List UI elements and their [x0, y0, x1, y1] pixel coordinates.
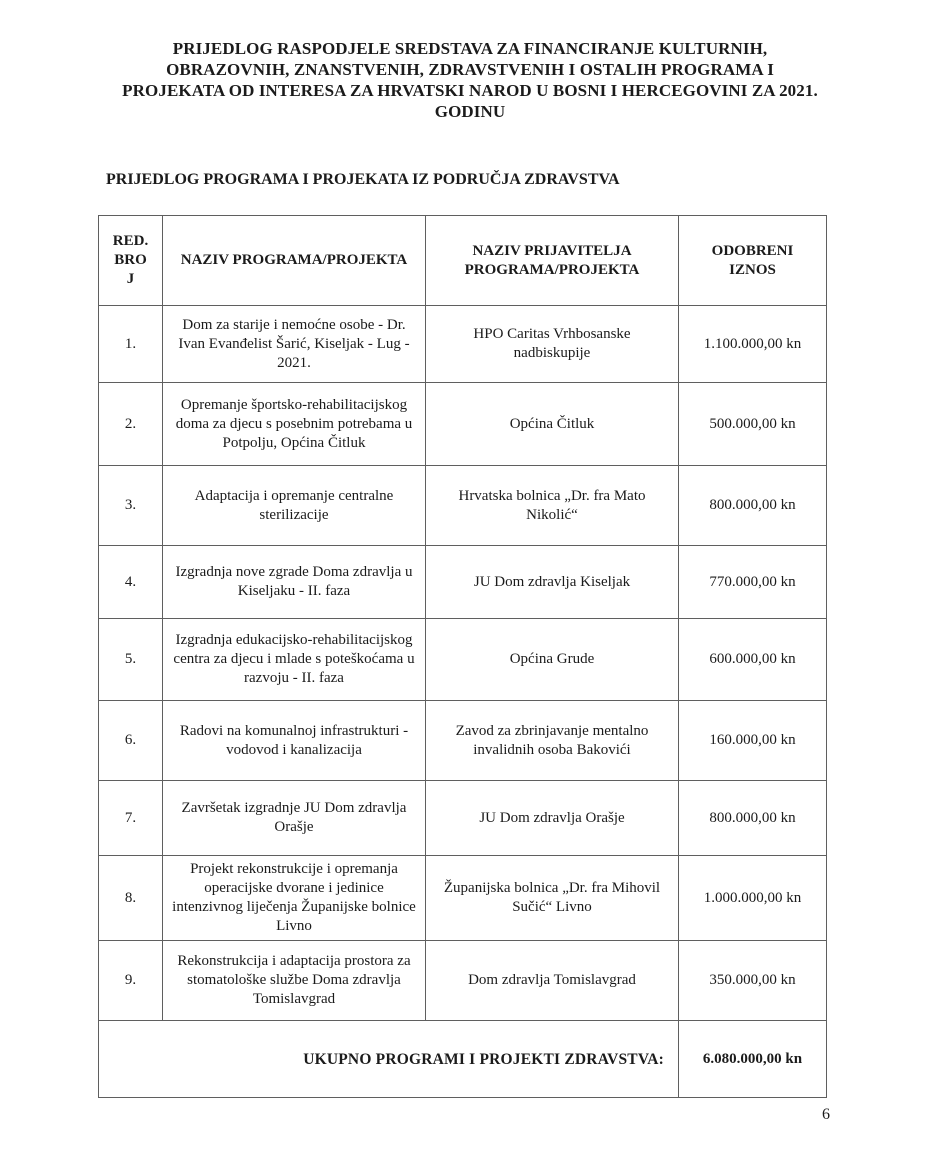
- row-number-cell: 3.: [99, 466, 163, 546]
- table-row: [99, 306, 827, 383]
- column-header-program: NAZIV PROGRAMA/PROJEKTA: [163, 216, 426, 306]
- row-number-cell: 4.: [99, 546, 163, 619]
- program-cell: Izgradnja edukacijsko-rehabilitacijskog centra za djecu i mlade s poteškoćama u razvoju - II. faza: [163, 619, 426, 701]
- amount-cell: 600.000,00 kn: [679, 619, 827, 701]
- amount-cell: 770.000,00 kn: [679, 546, 827, 619]
- amount-cell: 350.000,00 kn: [679, 941, 827, 1021]
- applicant-cell: JU Dom zdravlja Orašje: [426, 781, 679, 856]
- table-row: [99, 466, 827, 546]
- amount-cell: 160.000,00 kn: [679, 701, 827, 781]
- column-header-red-broj: [99, 216, 163, 306]
- applicant-cell: Zavod za zbrinjavanje mentalno invalidnih osoba Bakovići: [426, 701, 679, 781]
- row-number-cell: 8.: [99, 856, 163, 941]
- total-row: [99, 1021, 827, 1098]
- program-cell: Dom za starije i nemoćne osobe - Dr. Ivan Evanđelist Šarić, Kiseljak - Lug - 2021.: [163, 306, 426, 383]
- title-line: OBRAZOVNIH, ZNANSTVENIH, ZDRAVSTVENIH I OSTALIH PROGRAMA I: [166, 60, 774, 79]
- column-header-applicant: NAZIV PRIJAVITELJA PROGRAMA/PROJEKTA: [426, 216, 679, 306]
- row-number-cell: 1.: [99, 306, 163, 383]
- row-number-cell: 2.: [99, 383, 163, 466]
- program-cell: Opremanje športsko-rehabilitacijskog doma za djecu s posebnim potrebama u Potpolju, Općina Čitluk: [163, 383, 426, 466]
- table-row: [99, 856, 827, 941]
- row-number-cell: 6.: [99, 701, 163, 781]
- program-cell: Projekt rekonstrukcije i opremanja operacijske dvorane i jedinice intenzivnog liječenja Županijske bolnice Livno: [163, 856, 426, 941]
- table-row: [99, 941, 827, 1021]
- column-header-amount: ODOBRENI IZNOS: [679, 216, 827, 306]
- row-number-cell: 9.: [99, 941, 163, 1021]
- title-line: PRIJEDLOG RASPODJELE SREDSTAVA ZA FINANCIRANJE KULTURNIH,: [172, 39, 768, 58]
- column-header-red-broj-label: RED. BROJ: [112, 233, 149, 287]
- table-row: [99, 383, 827, 466]
- amount-cell: 1.100.000,00 kn: [679, 306, 827, 383]
- table-row: [99, 701, 827, 781]
- applicant-cell: Dom zdravlja Tomislavgrad: [426, 941, 679, 1021]
- program-cell: Radovi na komunalnoj infrastrukturi - vodovod i kanalizacija: [163, 701, 426, 781]
- amount-cell: 800.000,00 kn: [679, 781, 827, 856]
- program-cell: Izgradnja nove zgrade Doma zdravlja u Kiseljaku - II. faza: [163, 546, 426, 619]
- funding-table: [98, 215, 827, 1098]
- applicant-cell: Općina Čitluk: [426, 383, 679, 466]
- page-number: 6: [822, 1106, 830, 1123]
- document-title: [80, 38, 860, 122]
- table-row: [99, 619, 827, 701]
- applicant-cell: Županijska bolnica „Dr. fra Mihovil Sučić“ Livno: [426, 856, 679, 941]
- title-line: PROJEKATA OD INTERESA ZA HRVATSKI NAROD U BOSNI I HERCEGOVINI ZA 2021.: [122, 81, 818, 100]
- amount-cell: 800.000,00 kn: [679, 466, 827, 546]
- applicant-cell: Hrvatska bolnica „Dr. fra Mato Nikolić“: [426, 466, 679, 546]
- row-number-cell: 5.: [99, 619, 163, 701]
- program-cell: Rekonstrukcija i adaptacija prostora za stomatološke službe Doma zdravlja Tomislavgrad: [163, 941, 426, 1021]
- amount-cell: 500.000,00 kn: [679, 383, 827, 466]
- table-row: [99, 546, 827, 619]
- total-label-cell: UKUPNO PROGRAMI I PROJEKTI ZDRAVSTVA:: [99, 1021, 679, 1098]
- applicant-cell: Općina Grude: [426, 619, 679, 701]
- program-cell: Adaptacija i opremanje centralne sterilizacije: [163, 466, 426, 546]
- header-row: [99, 216, 827, 306]
- applicant-cell: JU Dom zdravlja Kiseljak: [426, 546, 679, 619]
- applicant-cell: HPO Caritas Vrhbosanske nadbiskupije: [426, 306, 679, 383]
- title-line: GODINU: [434, 102, 506, 121]
- amount-cell: 1.000.000,00 kn: [679, 856, 827, 941]
- total-amount-cell: 6.080.000,00 kn: [679, 1021, 827, 1098]
- table-row: [99, 781, 827, 856]
- program-cell: Završetak izgradnje JU Dom zdravlja Orašje: [163, 781, 426, 856]
- row-number-cell: 7.: [99, 781, 163, 856]
- section-heading: PRIJEDLOG PROGRAMA I PROJEKATA IZ PODRUČJA ZDRAVSTVA: [106, 171, 620, 188]
